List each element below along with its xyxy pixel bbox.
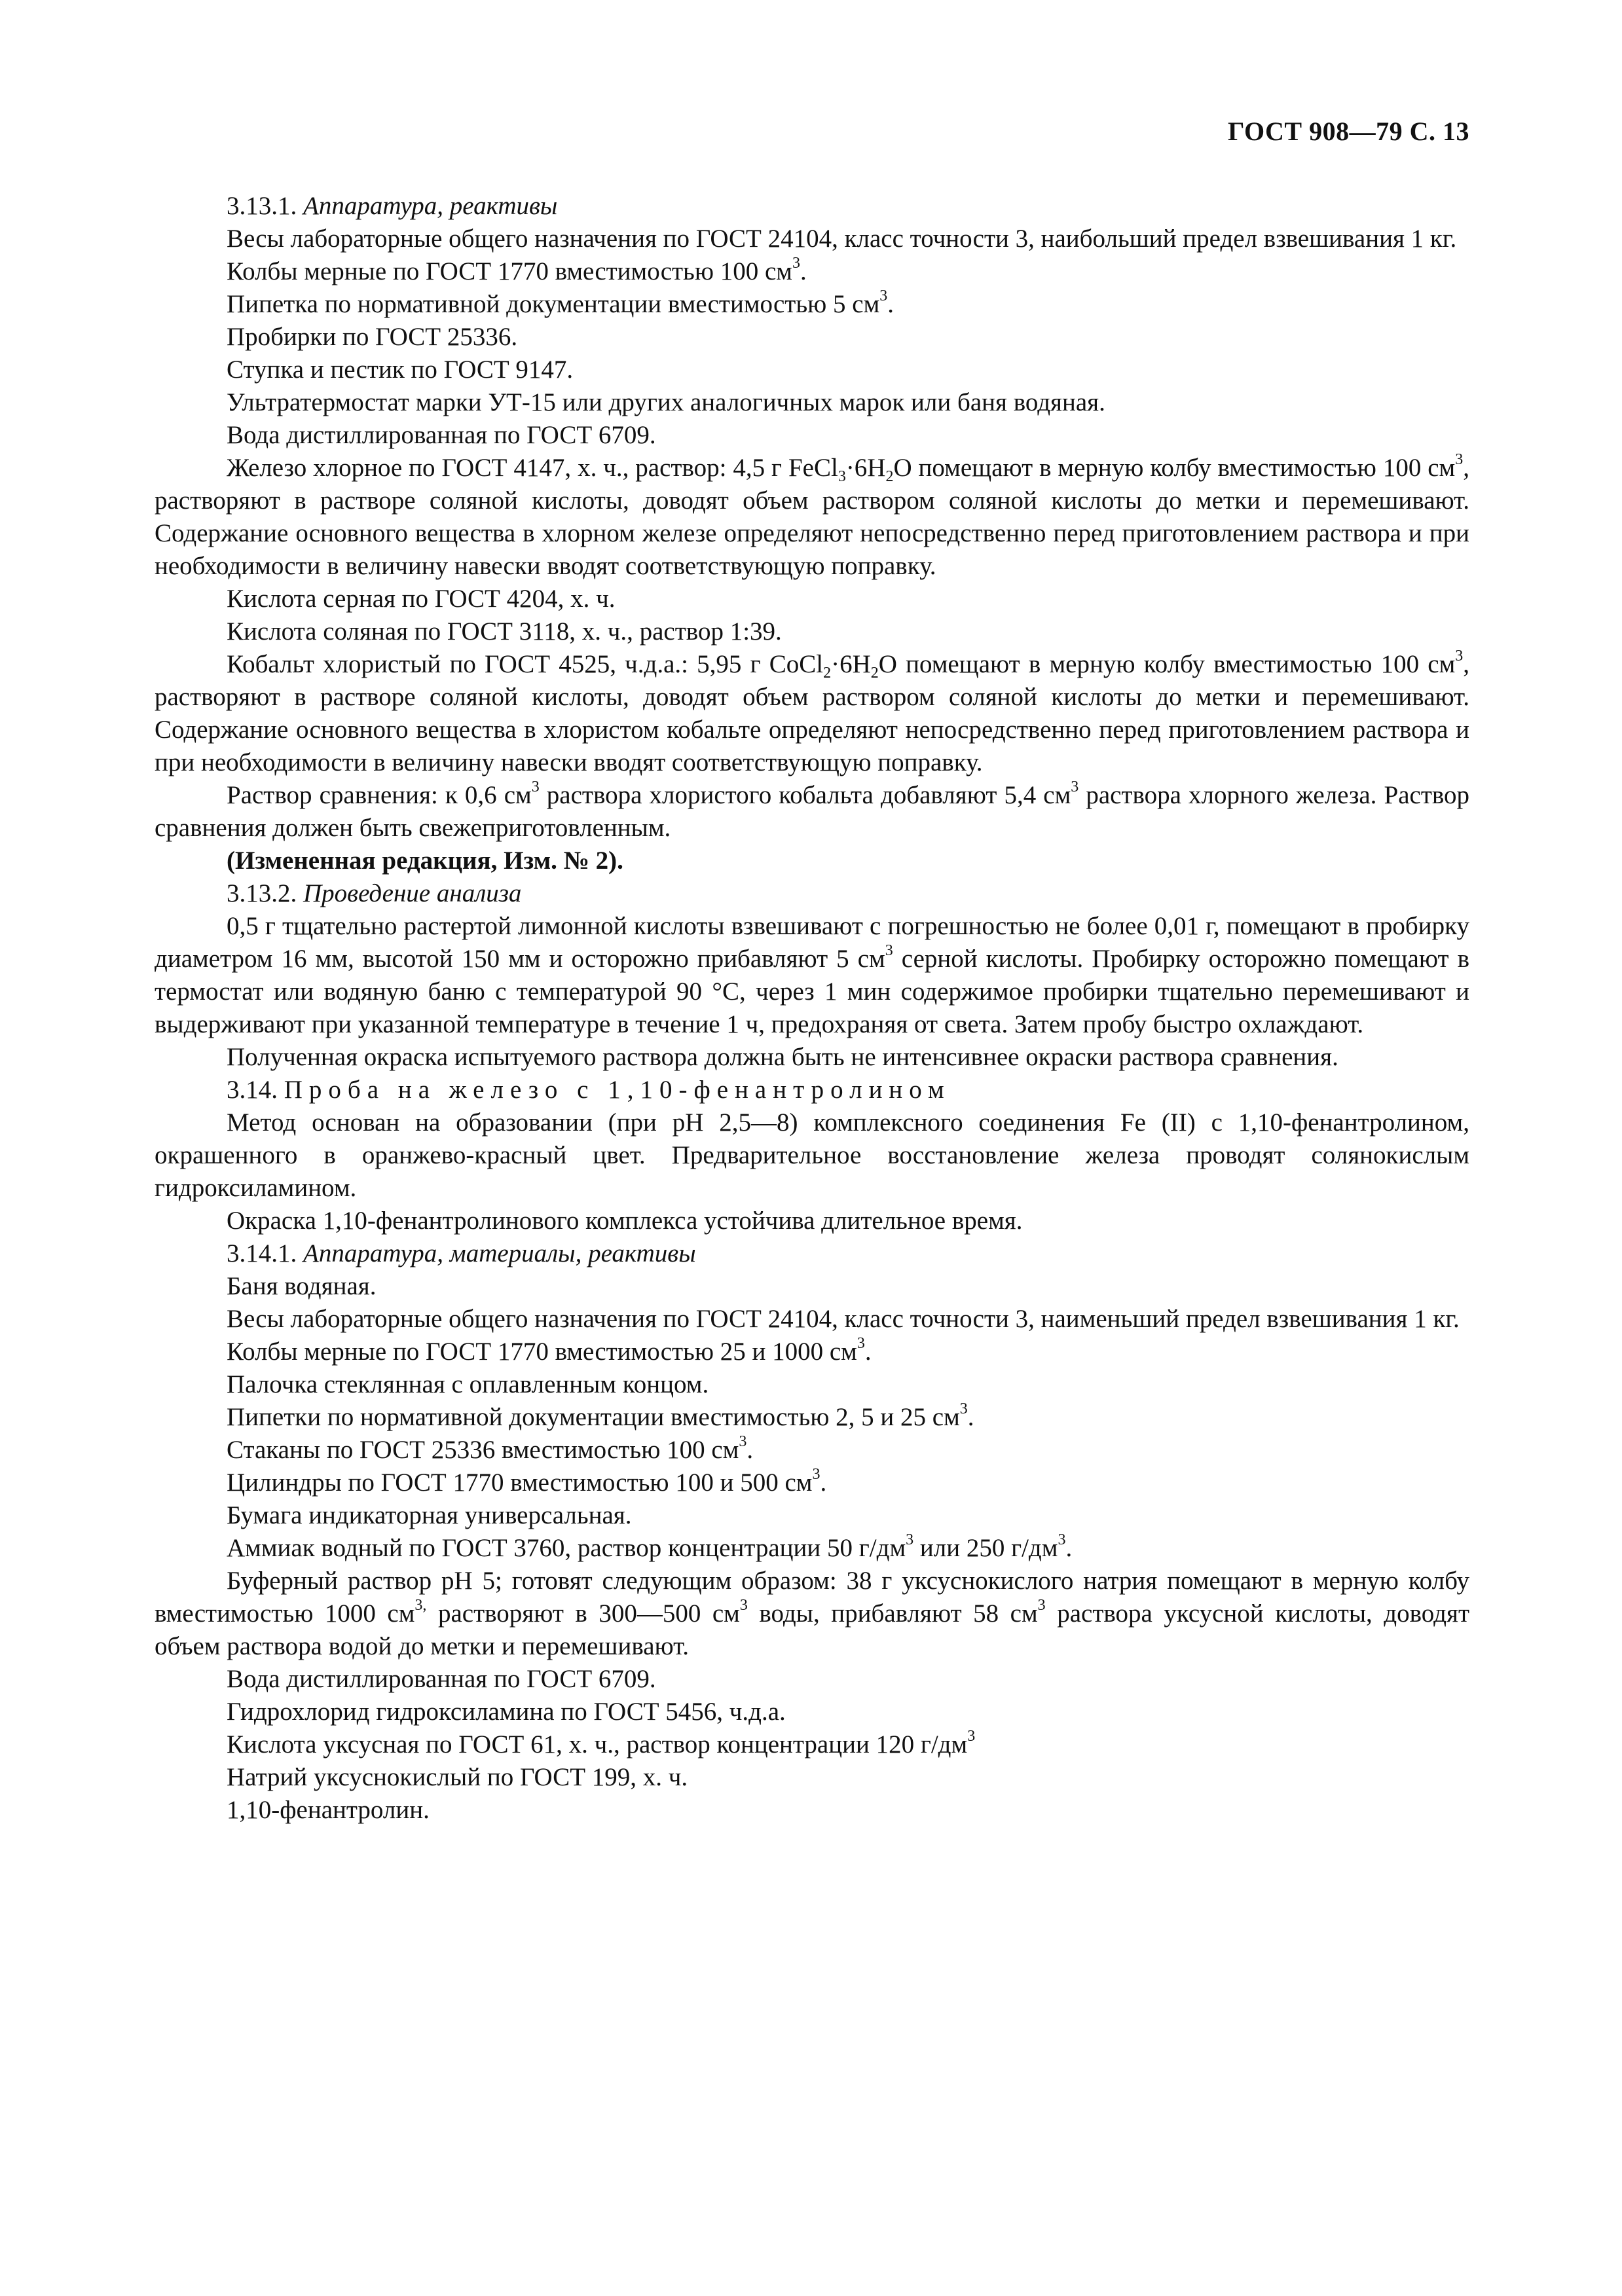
section-title: Проведение анализа <box>303 879 522 907</box>
section-heading-3-13-1 <box>155 190 1469 223</box>
paragraph: Палочка стеклянная с оплавленным концом. <box>227 1370 709 1398</box>
paragraph-analysis: 0,5 г тщательно растертой лимонной кислоты взвешивают с погрешностью не более 0,01 г, помещают в пробирку диаметром 16 мм, высотой 150 мм и осторожно прибавляют 5 $см^3$ серной кислоты. Пробирку осторожно помещают в термостат или водяную баню с температурой 90 °С, через 1 мин содержимое пробирки тщательно перемешивают и выдерживают при указанной температуре в течение 1 ч, предохраняя от света. Затем пробу быстро охлаждают. <box>155 912 1469 1038</box>
paragraph: Колбы мерные по ГОСТ 1770 вместимостью 25 и 1000 $см^3$. <box>227 1335 872 1366</box>
paragraph-ferric-chloride: Железо хлорное по ГОСТ 4147, х. ч., раствор: 4,5 г $FeCl_3\cdot 6H_2O$ помещают в мерную колбу вместимостью 100 $см^3$, растворяют в растворе соляной кислоты, доводят объем раствором соляной кислоты до метки и перемешивают. Содержание основного вещества в хлорном железе определяют непосредственно перед приготовлением раствора и при необходимости в величину навески вводят соответствующую поправку. <box>155 451 1469 580</box>
paragraph: Аммиак водный по ГОСТ 3760, раствор концентрации 50 $г/дм^3$ или 250 $г/дм^3$. <box>227 1531 1073 1562</box>
paragraph-cobalt-chloride: Кобальт хлористый по ГОСТ 4525, ч.д.а.: 5,95 г $CoCl_2\cdot 6H_2O$ помещают в мерную колбу вместимостью 100 $см^3$, растворяют в растворе соляной кислоты, доводят объем раствором соляной кислоты до метки и перемешивают. Содержание основного вещества в хлористом кобальте определяют непосредственно перед приготовлением раствора и при необходимости в величину навески вводят соответствующую поправку. <box>155 647 1470 776</box>
section-heading-3-13-2 <box>155 877 1469 910</box>
paragraph: Вода дистиллированная по ГОСТ 6709. <box>227 1665 656 1693</box>
paragraph: Метод основан на образовании (при рН 2,5—8) комплексного соединения Fe (II) с 1,10-фенантролином, окрашенного в оранжево-красный цвет. Предварительное восстановление железа проводят солянокислым гидроксиламином. <box>155 1108 1469 1202</box>
section-number: 3.13.1. <box>227 192 297 220</box>
paragraph: Натрий уксуснокислый по ГОСТ 199, х. ч. <box>227 1763 688 1791</box>
paragraph: Вода дистиллированная по ГОСТ 6709. <box>227 421 656 449</box>
section-title: Аппаратура, материалы, реактивы <box>303 1239 696 1267</box>
section-title: Проба на железо с 1,10-фенантролином <box>284 1076 951 1104</box>
paragraph: Кислота уксусная по ГОСТ 61, х. ч., раствор концентрации 120 $г/дм^3$ <box>227 1728 976 1758</box>
paragraph: Пипетка по нормативной документации вместимостью 5 $см^3$. <box>227 287 894 318</box>
paragraph: Баня водяная. <box>227 1272 377 1300</box>
paragraph: Стаканы по ГОСТ 25336 вместимостью 100 $см^3$. <box>227 1433 754 1464</box>
paragraph: Окраска 1,10-фенантролинового комплекса устойчива длительное время. <box>227 1207 1023 1235</box>
paragraph: Полученная окраска испытуемого раствора должна быть не интенсивнее окраски раствора сравнения. <box>227 1043 1338 1071</box>
document-body <box>155 190 1469 1827</box>
paragraph: Гидрохлорид гидроксиламина по ГОСТ 5456, ч.д.а. <box>227 1698 786 1726</box>
paragraph: Колбы мерные по ГОСТ 1770 вместимостью 100 $см^3$. <box>227 255 807 285</box>
paragraph: Ступка и пестик по ГОСТ 9147. <box>227 355 574 384</box>
page-header: ГОСТ 908—79 С. 13 <box>1227 117 1469 146</box>
paragraph-buffer-solution: Буферный раствор рН 5; готовят следующим образом: 38 г уксуснокислого натрия помещают в мерную колбу вместимостью 1000 $см^{3,}$ растворяют в 300—500 $см^3$ воды, прибавляют 58 $см^3$ раствора уксусной кислоты, доводят объем раствора водой до метки и перемешивают. <box>155 1567 1470 1660</box>
paragraph: Весы лабораторные общего назначения по ГОСТ 24104, класс точности 3, наименьший предел взвешивания 1 кг. <box>227 1305 1460 1333</box>
paragraph: Ультратермостат марки УТ-15 или других аналогичных марок или баня водяная. <box>227 388 1105 416</box>
paragraph: Весы лабораторные общего назначения по ГОСТ 24104, класс точности 3, наибольший предел взвешивания 1 кг. <box>227 225 1457 253</box>
section-heading-3-14-1 <box>155 1237 1469 1270</box>
paragraph-comparison-solution: Раствор сравнения: к 0,6 $см^3$ раствора хлористого кобальта добавляют 5,4 $см^3$ раствора хлорного железа. Раствор сравнения должен быть свежеприготовленным. <box>155 778 1470 842</box>
section-number: 3.14. <box>227 1076 278 1104</box>
paragraph: Кислота соляная по ГОСТ 3118, х. ч., раствор 1:39. <box>227 617 782 646</box>
paragraph: Бумага индикаторная универсальная. <box>227 1501 632 1529</box>
paragraph: Пробирки по ГОСТ 25336. <box>227 323 518 351</box>
paragraph: Пипетки по нормативной документации вместимостью 2, 5 и 25 $см^3$. <box>227 1400 974 1431</box>
paragraph: Цилиндры по ГОСТ 1770 вместимостью 100 и 500 $см^3$. <box>227 1466 827 1497</box>
section-number: 3.13.2. <box>227 879 297 907</box>
section-title: Аппаратура, реактивы <box>303 192 558 220</box>
revision-note: (Измененная редакция, Изм. № 2). <box>227 847 623 875</box>
paragraph: Кислота серная по ГОСТ 4204, х. ч. <box>227 585 616 613</box>
paragraph: 1,10-фенантролин. <box>227 1796 430 1824</box>
section-number: 3.14.1. <box>227 1239 297 1267</box>
section-heading-3-14 <box>155 1074 1469 1106</box>
